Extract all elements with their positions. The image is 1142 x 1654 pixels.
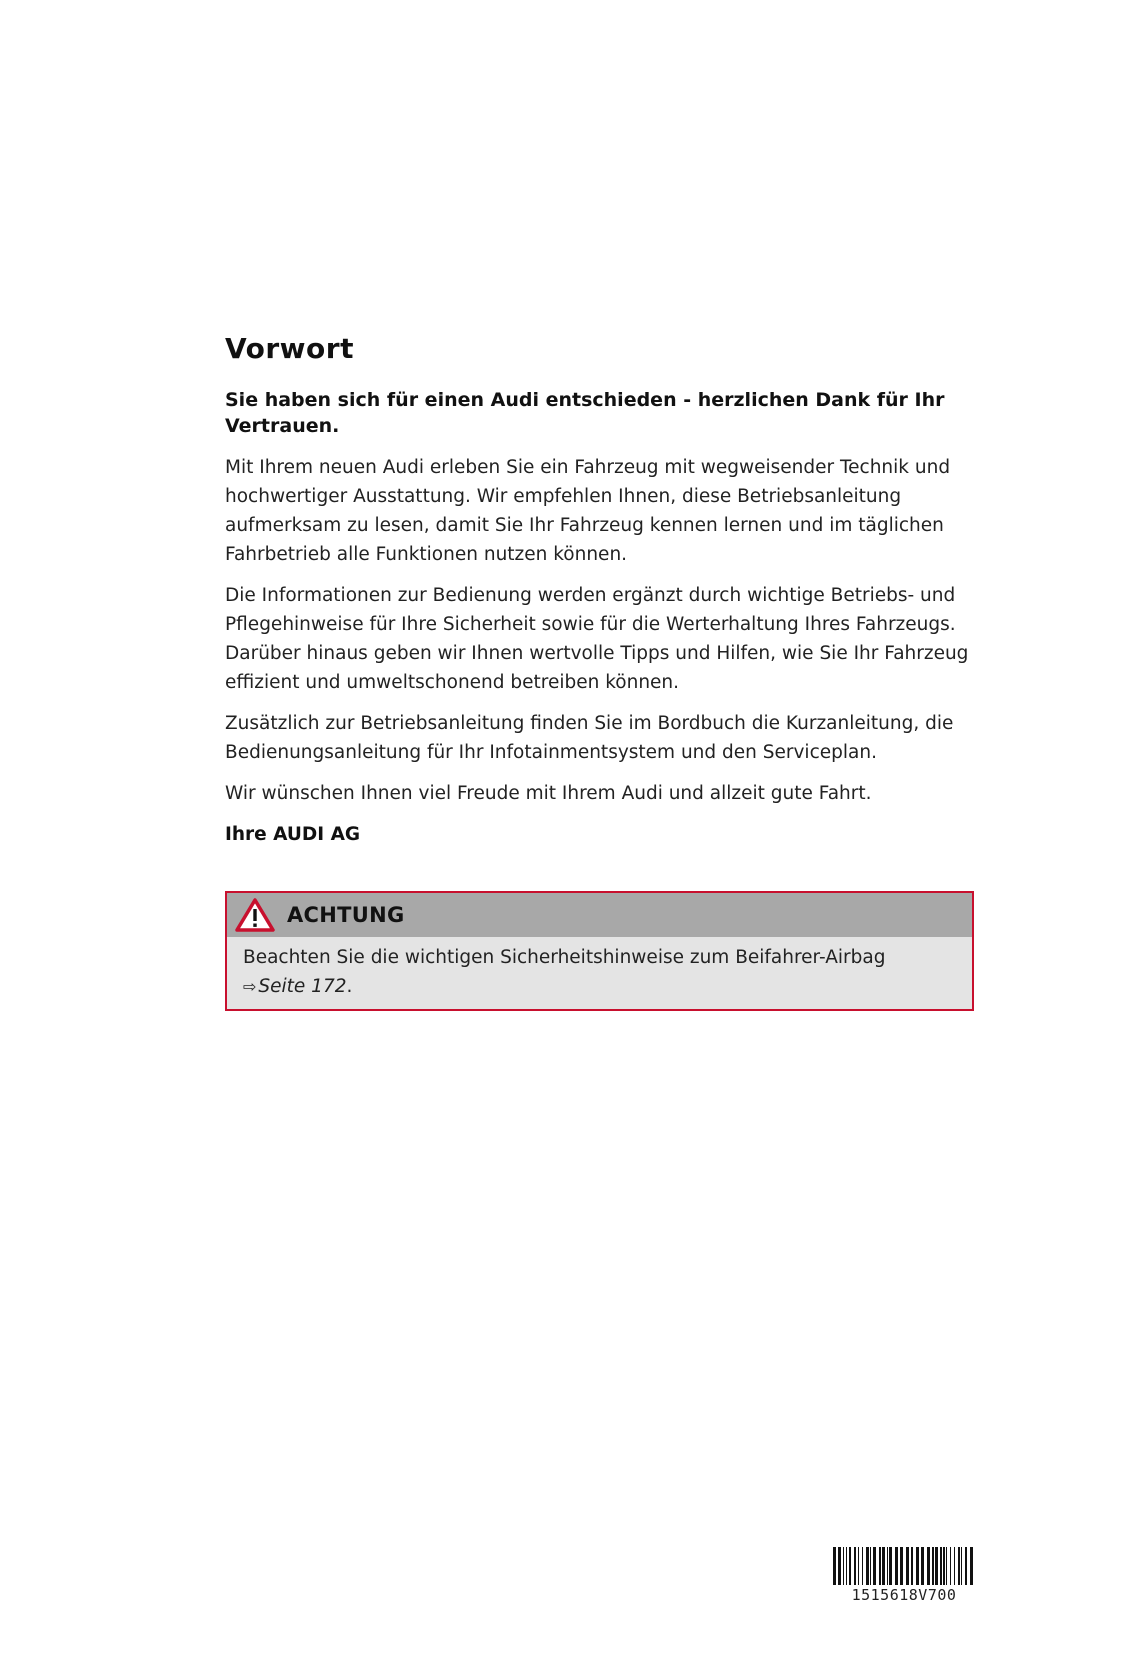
barcode-bar (889, 1547, 892, 1585)
barcode-bar (862, 1547, 863, 1585)
barcode-bar (965, 1547, 967, 1585)
barcode-bar (879, 1547, 881, 1585)
barcode-bar (950, 1547, 951, 1585)
page-reference-suffix: . (346, 976, 353, 997)
warning-text: Beachten Sie die wichtigen Sicherheitshinweise zum Beifahrer-Airbag (243, 947, 886, 968)
paragraph-4: Wir wünschen Ihnen viel Freude mit Ihrem Audi und allzeit gute Fahrt. (225, 783, 872, 804)
barcode-bar (833, 1547, 836, 1585)
page-title: Vorwort (225, 332, 354, 365)
signature: Ihre AUDI AG (225, 824, 361, 845)
barcode-bar (935, 1547, 938, 1585)
barcode-bar (946, 1547, 947, 1585)
barcode-bar (932, 1547, 934, 1585)
barcode-bar (911, 1547, 913, 1585)
barcode-bar (961, 1547, 962, 1585)
warning-body (227, 937, 972, 1009)
warning-box (225, 891, 974, 1011)
barcode-bar (900, 1547, 903, 1585)
barcode-bar (870, 1547, 871, 1585)
barcode-bar (873, 1547, 876, 1585)
barcode-bar (927, 1547, 930, 1585)
warning-triangle-icon (235, 898, 275, 932)
barcode (833, 1547, 975, 1585)
lead-text: Sie haben sich für einen Audi entschieden - herzlichen Dank für Ihr Vertrauen. (225, 389, 945, 437)
barcode-bar (858, 1547, 859, 1585)
barcode-bar (943, 1547, 945, 1585)
paragraph-2: Die Informationen zur Bedienung werden ergänzt durch wichtige Betriebs- und Pflegehinweise für Ihre Sicherheit sowie für die Werterhaltung Ihres Fahrzeugs. Darüber hinaus geben wir Ihnen wertvolle Tipps und Hilfen, wie Sie Ihr Fahrzeug effizient und umweltschonend betreiben können. (225, 585, 969, 693)
barcode-bar (921, 1547, 924, 1585)
barcode-bar (906, 1547, 909, 1585)
barcode-bar (882, 1547, 885, 1585)
barcode-bar (970, 1547, 973, 1585)
arrow-right-icon: ⇨ (243, 977, 257, 996)
page-reference-link[interactable]: Seite 172 (258, 976, 347, 997)
page-reference[interactable] (243, 972, 958, 1001)
warning-title: ACHTUNG (287, 903, 405, 927)
barcode-bar (866, 1547, 869, 1585)
barcode-bar (843, 1547, 844, 1585)
barcode-bar (846, 1547, 847, 1585)
preface-section (225, 332, 975, 849)
barcode-bar (854, 1547, 856, 1585)
barcode-bar (849, 1547, 851, 1585)
warning-header (227, 893, 972, 937)
barcode-bar (958, 1547, 960, 1585)
barcode-bar (895, 1547, 898, 1585)
barcode-bar (838, 1547, 841, 1585)
barcode-bar (887, 1547, 888, 1585)
barcode-bar (916, 1547, 919, 1585)
paragraph-1: Mit Ihrem neuen Audi erleben Sie ein Fahrzeug mit wegweisender Technik und hochwertiger Ausstattung. Wir empfehlen Ihnen, diese Betriebsanleitung aufmerksam zu lesen, damit Sie Ihr Fahrzeug kennen lernen und im täglichen Fahrbetrieb alle Funktionen nutzen können. (225, 457, 951, 565)
barcode-bar (954, 1547, 955, 1585)
paragraph-3: Zusätzlich zur Betriebsanleitung finden Sie im Bordbuch die Kurzanleitung, die Bedienungsanleitung für Ihr Infotainmentsystem und den Serviceplan. (225, 713, 954, 763)
barcode-number: 1515618V700 (851, 1586, 957, 1604)
barcode-bar (940, 1547, 942, 1585)
